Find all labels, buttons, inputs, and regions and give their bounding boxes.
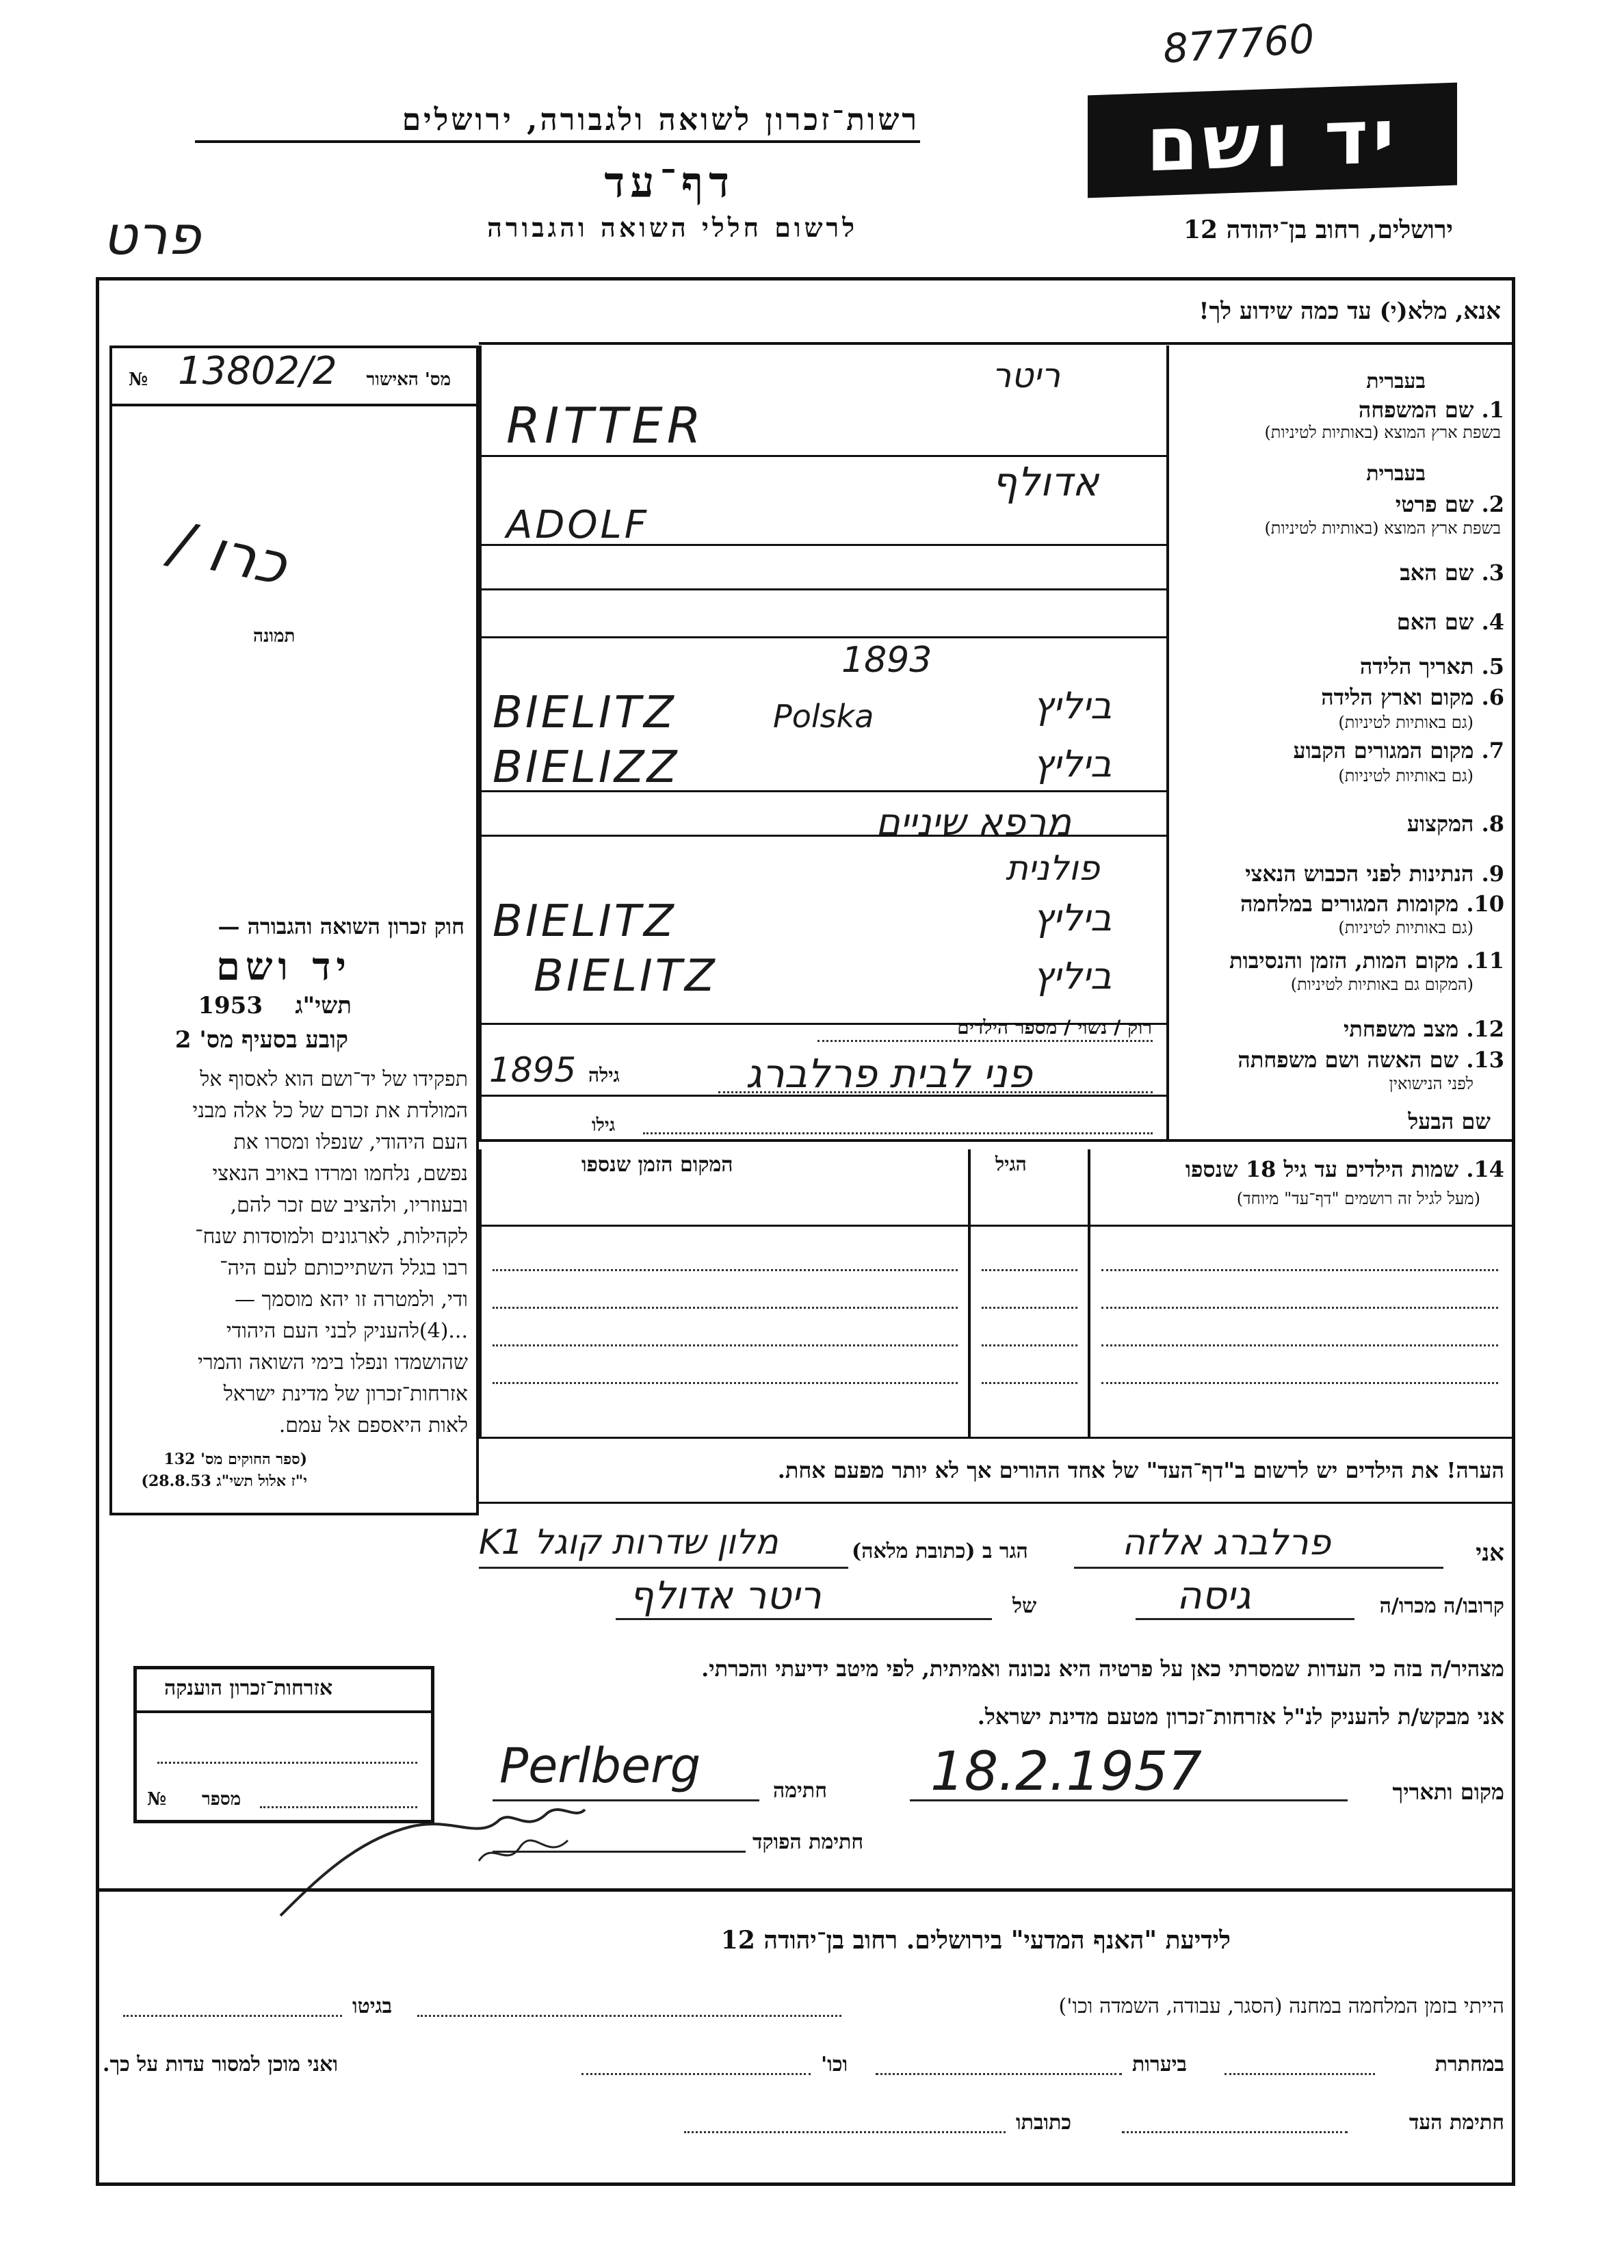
child-row — [1101, 1382, 1498, 1384]
decl-place-date-label: מקום ותאריך — [1392, 1779, 1504, 1805]
stamp-blank — [157, 1762, 417, 1764]
footer-etc-label: וכו' — [821, 2052, 848, 2076]
f11-sub: (המקום גם באותיות לטיניות) — [1290, 975, 1474, 994]
f8-value: מרפא שיניים — [876, 800, 1072, 844]
stamp-title: אזרחות־זכרון הוענקה — [164, 1676, 333, 1700]
f2-num: 2. — [1481, 491, 1504, 517]
f11-hebrew-value: ביליץ — [1033, 954, 1112, 998]
f8-label — [1407, 811, 1504, 837]
husband-label: שם הבעל — [1408, 1108, 1491, 1134]
footer-ghetto-label: בגיטו — [352, 1994, 393, 2018]
f2-sub: בשפת ארץ המוצא (באותיות לטיניות) — [1264, 519, 1501, 538]
child-row — [982, 1269, 1077, 1271]
f3-label — [1400, 560, 1504, 586]
f5-num: 5. — [1481, 653, 1504, 679]
f1-text: שם המשפחה — [1358, 397, 1474, 423]
child-row — [493, 1307, 958, 1309]
f7-sub: (גם באותיות לטיניות) — [1338, 766, 1474, 785]
footer-ready-text: ואני מוכן למסור עדות על כך. — [103, 2052, 339, 2076]
footer-etc-line — [581, 2073, 811, 2075]
f10-sub: (גם באותיות לטיניות) — [1338, 918, 1474, 937]
f13-age-label: גילה — [588, 1064, 620, 1086]
label-column-divider — [1166, 346, 1169, 1139]
f9-value: פולנית — [1006, 848, 1100, 888]
f14-sub: (מעל לגיל זה רושמים "דף־עד" מיוחד) — [1236, 1189, 1480, 1208]
f7-text: מקום המגורים הקבוע — [1293, 738, 1474, 764]
f12-label — [1344, 1016, 1504, 1042]
decl-signature-label: חתימה — [773, 1779, 827, 1803]
children-col-3 — [1088, 1149, 1090, 1437]
decl-statement: מצהיר/ה בזה כי העדות שמסרתי כאן על פרטיה היא נכונה ואמיתית, לפי מיטב ידיעתי והכרתי. — [701, 1656, 1504, 1682]
f7-label — [1293, 738, 1504, 764]
law-line: לקהילות, לארגונים ולמוסדות שנח־ — [195, 1225, 468, 1249]
f4-label — [1397, 609, 1504, 635]
f5-value: 1893 — [841, 640, 932, 681]
children-bottom-rule — [479, 1437, 1515, 1439]
footer-divider — [96, 1888, 1515, 1892]
authority-underline — [195, 140, 920, 143]
law-ref-1: (ספר החוקים מס' 132 — [163, 1450, 307, 1468]
authority-title: רשות־זכרון לשואה ולגבורה, ירושלים — [402, 103, 919, 138]
f6-hebrew-value: ביליץ — [1033, 684, 1112, 727]
row-rule — [479, 636, 1166, 638]
fields-bottom-rule — [479, 1139, 1515, 1142]
law-year: 1953 — [198, 992, 263, 1019]
f2-label — [1396, 491, 1504, 517]
decl-date-line — [910, 1799, 1348, 1801]
f13-value: פני לבית פרלברג — [746, 1050, 1032, 1097]
footer-address-line — [684, 2131, 1006, 2133]
law-line: ובעוזריו, ולהציב שם זכר להם, — [230, 1193, 468, 1217]
law-line: המולדת את זכרם של כל אלה מבני — [192, 1099, 468, 1123]
yad-vashem-logo — [1088, 83, 1457, 198]
f6-text: מקום וארץ הלידה — [1321, 684, 1474, 710]
f10-hebrew-value: ביליץ — [1033, 896, 1112, 939]
f10-latin-value: BIELITZ — [493, 896, 677, 947]
f9-text: הנתינות לפני הכבוש הנאצי — [1245, 861, 1474, 887]
f2-text: שם פרטי — [1395, 491, 1474, 517]
f2-hebrew-value: אדולף — [992, 458, 1099, 505]
f6-sub: (גם באותיות לטיניות) — [1338, 713, 1474, 732]
f10-label — [1240, 891, 1504, 917]
decl-address-line — [479, 1567, 848, 1569]
decl-relation: גיסה — [1177, 1574, 1251, 1618]
f1-num: 1. — [1481, 397, 1504, 423]
law-section: קובע בסעיף מס' 2 — [174, 1026, 348, 1054]
f13-sub: לפני הנישואין — [1389, 1074, 1474, 1093]
stamp-rule — [133, 1710, 434, 1713]
child-row — [982, 1344, 1077, 1346]
law-line: העם היהודי, שנפלו ומסרו את — [233, 1130, 468, 1154]
f11-num: 11. — [1466, 948, 1504, 974]
f6-label — [1321, 684, 1504, 710]
f9-label — [1245, 861, 1504, 887]
f3-num: 3. — [1481, 560, 1504, 586]
margin-handwriting: פרט — [103, 205, 201, 267]
row-rule — [479, 455, 1166, 457]
f13-label — [1237, 1047, 1504, 1073]
footer-underground-label: במחתרת — [1435, 2052, 1504, 2076]
children-header-rule — [479, 1225, 1515, 1227]
f14-num: 14. — [1466, 1156, 1504, 1182]
f4-text: שם האם — [1396, 609, 1474, 635]
footer-heading: לידיעת "האנף המדעי" בירושלים. רחוב בן־יהודה 12 — [720, 1926, 1231, 1955]
note: הערה! את הילדים יש לרשום ב"דף־העד" של אחד ההורים אך לא יותר מפעם אחת. — [777, 1457, 1504, 1483]
instruction: אנא, מלא(י) עד כמה שידוע לך! — [1199, 298, 1501, 325]
f12-options: רוק / נשוי / מספר הילדים — [957, 1016, 1152, 1039]
child-row — [493, 1344, 958, 1346]
footer-address-label: כתובתו — [1016, 2111, 1072, 2135]
logo-text: יד ושם — [1146, 92, 1399, 189]
f7-hebrew-value: ביליץ — [1033, 742, 1112, 785]
f12-text: מצב משפחתי — [1344, 1016, 1459, 1042]
officer-signature-label: חתימת הפוקד — [752, 1830, 864, 1854]
decl-deceased: ריטר אדולף — [629, 1574, 822, 1618]
f11-latin-value: BIELITZ — [534, 951, 718, 1002]
law-line: אזרחות־זכרון של מדינת ישראל — [223, 1382, 468, 1406]
f10-text: מקומות המגורים במלחמה — [1240, 891, 1459, 917]
col-place-header: המקום הזמן שנספו — [581, 1153, 733, 1177]
approval-prefix: № — [129, 369, 148, 390]
decl-request: אני מבקש/ת להעניק לנ"ל אזרחות־זכרון מטעם מדינת ישראל. — [977, 1704, 1504, 1730]
decl-resident-of: הגר ב (כתובת מלאה) — [852, 1539, 1028, 1563]
law-line: לאות היאספם אל עמם. — [278, 1413, 468, 1437]
footer-forest-line — [876, 2073, 1122, 2075]
f13-age-value: 1895 — [489, 1050, 577, 1090]
law-hebrew-year: תשי"ג — [295, 992, 352, 1019]
decl-witness-name: פרלברג אלזה — [1122, 1522, 1331, 1563]
f6-country-value: Polska — [773, 698, 874, 735]
footer-camp-text: הייתי בזמן המלחמה במחנה (הסגר, עבודה, השמדה וכו') — [1058, 1994, 1504, 2018]
photo-handwriting: כרו / — [165, 508, 293, 599]
form-subtitle: לרשום חללי השואה והגבורה — [487, 212, 858, 243]
child-row — [493, 1269, 958, 1271]
row-rule — [479, 588, 1166, 590]
f12-line — [817, 1040, 1153, 1042]
note-rule — [479, 1502, 1515, 1504]
f1-sub: בשפת ארץ המוצא (באותיות לטיניות) — [1264, 423, 1501, 442]
instruction-divider — [479, 342, 1515, 345]
f5-label — [1360, 653, 1504, 679]
f10-num: 10. — [1466, 891, 1504, 917]
decl-signature: Perlberg — [499, 1738, 701, 1794]
decl-relative-label: קרובו/ה מכרו/ה — [1379, 1594, 1504, 1618]
archive-number: 877760 — [1161, 15, 1316, 73]
decl-relation-line — [1136, 1618, 1354, 1620]
f14-label — [1186, 1156, 1504, 1182]
footer-witness-signature-label: חתימת העד — [1409, 2111, 1504, 2135]
child-row — [982, 1382, 1077, 1384]
law-line: תפקידו של יד־ושם הוא לאסוף אל — [200, 1067, 468, 1091]
institution-address: ירושלים, רחוב בן־יהודה 12 — [1183, 216, 1453, 244]
footer-ghetto-line — [123, 2015, 342, 2017]
law-line: שהושמדו ונפלו בימי השואה והמרי — [197, 1351, 468, 1374]
f1-hebrew-value: ריטר — [992, 356, 1061, 395]
husband-age-label: גילו — [592, 1115, 616, 1136]
law-name: יד ושם — [215, 944, 352, 989]
photo-label: תמונה — [253, 626, 296, 647]
f5-text: תאריך הלידה — [1359, 653, 1474, 679]
hebrew-label-2: בעברית — [1366, 462, 1426, 486]
child-row — [1101, 1307, 1498, 1309]
f13-line — [718, 1091, 1153, 1093]
f7-num: 7. — [1481, 738, 1504, 764]
f6-latin-value: BIELITZ — [493, 688, 677, 738]
f1-latin-value: RITTER — [506, 397, 705, 454]
decl-deceased-line — [616, 1618, 992, 1620]
f6-num: 6. — [1481, 684, 1504, 710]
law-line: ודי, ולמטרה זו יהא מוסמך — — [234, 1288, 468, 1312]
f9-num: 9. — [1481, 861, 1504, 887]
law-ref-2: י"ז אלול תשי"ג 28.8.53) — [141, 1472, 307, 1490]
decl-of: של — [1012, 1594, 1037, 1618]
children-col-1 — [479, 1149, 482, 1437]
f8-num: 8. — [1481, 811, 1504, 837]
f13-text: שם האשה ושם משפחתה — [1237, 1047, 1459, 1073]
f11-label — [1229, 948, 1504, 974]
decl-date: 18.2.1957 — [930, 1741, 1202, 1803]
law-line: ...(4)להעניק לבני העם היהודי — [226, 1319, 468, 1343]
law-text — [99, 1064, 468, 1442]
stamp-number-prefix: № — [147, 1789, 167, 1810]
decl-i: אני — [1476, 1539, 1504, 1567]
f7-latin-value: BIELIZZ — [493, 742, 680, 793]
stamp-number-label: מספר — [202, 1789, 241, 1810]
f3-text: שם האב — [1400, 560, 1474, 586]
children-col-2 — [968, 1149, 971, 1437]
fields-left-divider — [479, 346, 482, 1139]
f13-num: 13. — [1466, 1047, 1504, 1073]
child-row — [1101, 1269, 1498, 1271]
footer-witness-signature-line — [1122, 2131, 1348, 2133]
f4-num: 4. — [1481, 609, 1504, 635]
f11-text: מקום המות, הזמן והנסיבות — [1229, 948, 1459, 974]
approval-number: 13802/2 — [178, 349, 337, 393]
husband-line — [643, 1132, 1153, 1134]
law-heading: חוק זכרון השואה והגבורה — — [218, 913, 464, 939]
decl-name-line — [1074, 1567, 1443, 1569]
hebrew-label-1: בעברית — [1366, 369, 1426, 393]
f12-num: 12. — [1466, 1016, 1504, 1042]
child-row — [982, 1307, 1077, 1309]
col-age-header: הגיל — [995, 1153, 1027, 1175]
form-title: דף־עד — [604, 157, 735, 207]
child-row — [493, 1382, 958, 1384]
stamp-number-line — [260, 1806, 417, 1808]
f8-text: המקצוע — [1406, 811, 1474, 837]
f2-latin-value: ADOLF — [506, 503, 649, 547]
f14-text: שמות הילדים עד גיל 18 שנספו — [1185, 1156, 1459, 1182]
f1-label — [1359, 397, 1504, 423]
footer-camp-line — [417, 2015, 841, 2017]
child-row — [1101, 1344, 1498, 1346]
law-line: נפשם, נלחמו ומרדו באויב הנאצי — [212, 1162, 468, 1186]
footer-forest-label: ביערות — [1132, 2052, 1188, 2076]
footer-underground-line — [1224, 2073, 1375, 2075]
left-panel-rule — [109, 404, 479, 406]
law-line: רבו בגלל השתייכותם לעם היה־ — [220, 1256, 468, 1280]
decl-address: מלון שדרות קוגל K1 — [479, 1522, 778, 1562]
approval-label: מס' האישור — [366, 369, 451, 390]
